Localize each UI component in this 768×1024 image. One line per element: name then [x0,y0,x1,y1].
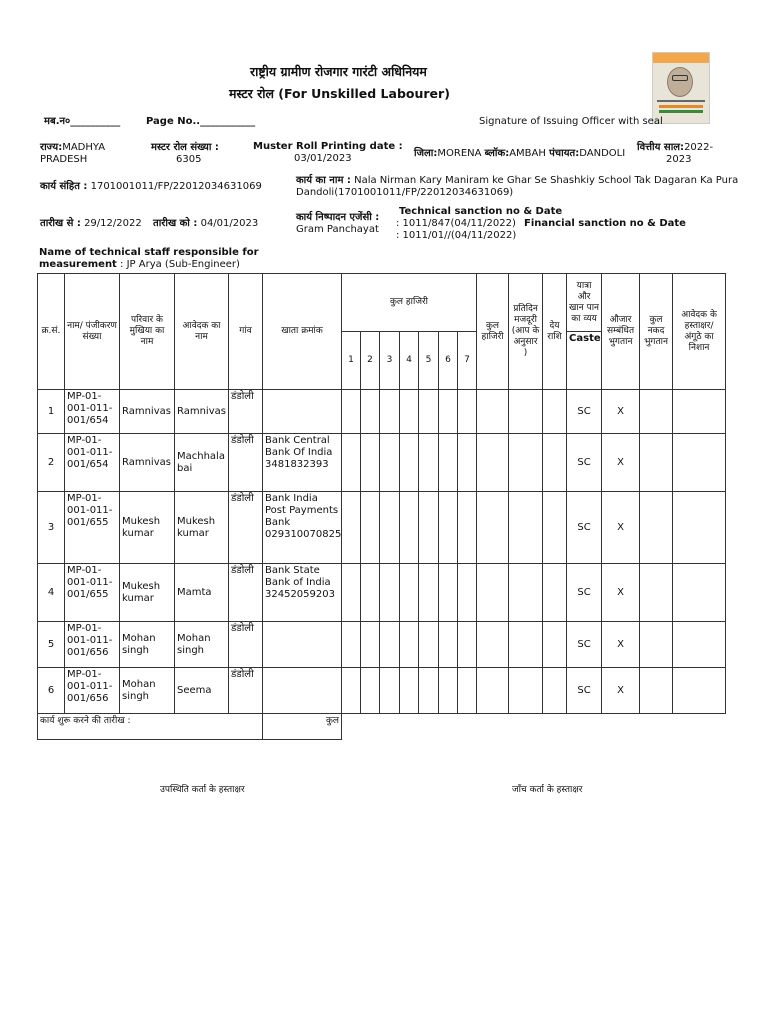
date-to-field [153,218,258,230]
header-village: गांव [229,274,263,390]
header-sno: क्र.सं. [38,274,65,390]
row-wage [509,668,543,714]
row-signature [673,622,726,668]
row-day-7 [458,622,477,668]
row-day-7 [458,564,477,622]
table-row [38,622,726,668]
district-value: MORENA [437,148,482,159]
tech-staff-label: Name of technical staff responsible for [39,247,259,258]
row-day-5 [419,622,439,668]
row-registration: MP-01-001-011-001/655 [65,492,120,564]
header-applicant: आवेदक का नाम [175,274,229,390]
row-payable [543,390,567,434]
row-day-5 [419,390,439,434]
row-village: डंडोली [229,564,263,622]
row-family-head: Mukesh kumar [120,492,175,564]
tech-sanction-label: Technical sanction no & Date [399,206,563,217]
row-total [477,390,509,434]
row-sno: 3 [38,492,65,564]
printing-date-value: 03/01/2023 [294,153,352,164]
header-caste: Caste [567,332,602,390]
row-applicant: Mamta [175,564,229,622]
row-wage [509,492,543,564]
row-total [477,668,509,714]
header-day-1: 1 [342,332,361,390]
state-label: राज्य: [40,142,63,153]
muster-roll-table [37,273,726,740]
header-daily-wage: प्रतिदिन मजदूरी (आप के अनुसार ) [509,274,543,390]
panchayat-label: पंचायत: [549,148,580,159]
work-name-label: कार्य का नाम : [296,175,351,186]
row-family-head: Ramnivas [120,390,175,434]
row-applicant: Ramnivas [175,390,229,434]
row-day-7 [458,434,477,492]
header-day-2: 2 [361,332,380,390]
row-applicant: Seema [175,668,229,714]
row-account [263,668,342,714]
date-to-label: तारीख को : [153,218,198,229]
location-field [414,148,625,160]
page-number: Page No..___________ [146,116,256,127]
row-day-2 [361,668,380,714]
header-day-5: 5 [419,332,439,390]
row-caste: SC [567,564,602,622]
row-total [477,434,509,492]
row-day-5 [419,668,439,714]
row-day-7 [458,492,477,564]
header-day-3: 3 [380,332,400,390]
row-total [477,492,509,564]
row-signature [673,390,726,434]
row-account: Bank Central Bank Of India 3481832393 [263,434,342,492]
row-account: Bank State Bank of India 32452059203 [263,564,342,622]
title-hindi: राष्ट्रीय ग्रामीण रोजगार गारंटी अधिनियम [250,64,427,79]
agency-value: Gram Panchayat [296,224,379,235]
row-caste: SC [567,668,602,714]
row-signature [673,564,726,622]
start-date-label: कार्य शुरू करने की तारीख : [38,714,263,740]
date-from-field [40,218,142,230]
date-from-value: 29/12/2022 [84,218,142,229]
row-signature [673,668,726,714]
mgnrega-logo [652,52,710,124]
work-code-value: 1701001011/FP/22012034631069 [90,181,262,192]
signature-note: Signature of Issuing Officer with seal [479,116,663,127]
header-registration: नाम/ पंजीकरण संख्या [65,274,120,390]
checker-signature: जाँच कर्ता के हस्ताक्षर [512,785,583,795]
row-day-2 [361,622,380,668]
agency-label: कार्य निष्पादन एजेंसी : [296,212,380,223]
state-value: MADHYA [62,142,106,153]
row-day-5 [419,492,439,564]
row-day-6 [439,622,458,668]
row-signature [673,434,726,492]
header-payable: देय राशि [543,274,567,390]
header-total-attendance: कुल हाजिरी [477,274,509,390]
date-to-value: 04/01/2023 [200,218,259,229]
row-signature [673,492,726,564]
row-day-6 [439,390,458,434]
row-day-5 [419,564,439,622]
muster-roll-field [151,142,219,166]
header-family-head: परिवार के मुखिया का नाम [120,274,175,390]
row-tools: X [602,434,640,492]
work-name-value-line2: Dandoli(1701001011/FP/22012034631069) [296,187,514,198]
row-wage [509,564,543,622]
row-day-2 [361,492,380,564]
row-payable [543,492,567,564]
row-account: Bank India Post Payments Bank 029310070825 [263,492,342,564]
row-caste: SC [567,434,602,492]
attendance-taker-signature: उपस्थिति कर्ता के हस्ताक्षर [160,785,245,795]
row-sno: 2 [38,434,65,492]
row-day-1 [342,622,361,668]
date-from-label: तारीख से : [40,218,81,229]
row-tools: X [602,564,640,622]
financial-year-field [637,142,713,166]
row-tools: X [602,390,640,434]
block-value: AMBAH [509,148,546,159]
row-tools: X [602,668,640,714]
row-day-4 [400,564,419,622]
table-row [38,668,726,714]
work-name-field [296,175,738,199]
row-payable [543,668,567,714]
row-sno: 4 [38,564,65,622]
printing-date-field [253,141,403,165]
row-day-1 [342,390,361,434]
table-row [38,564,726,622]
financial-year-value-line2: 2023 [666,154,692,165]
row-wage [509,390,543,434]
row-day-6 [439,492,458,564]
muster-roll-label: मस्टर रोल संख्या : [151,142,219,153]
fin-sanction-value: : 1011/01//(04/11/2022) [396,230,517,241]
row-day-7 [458,390,477,434]
row-cash [640,622,673,668]
tech-staff-field [39,247,259,271]
row-payable [543,564,567,622]
row-village: डंडोली [229,668,263,714]
row-day-1 [342,668,361,714]
row-day-6 [439,434,458,492]
header-day-6: 6 [439,332,458,390]
row-day-2 [361,390,380,434]
row-cash [640,492,673,564]
financial-year-value: 2022- [684,142,714,153]
row-day-3 [380,434,400,492]
row-total [477,622,509,668]
header-day-7: 7 [458,332,477,390]
row-day-1 [342,434,361,492]
table-row [38,492,726,564]
row-cash [640,434,673,492]
row-day-3 [380,390,400,434]
table-row [38,434,726,492]
header-travel: यात्रा और खान पान का व्यय [567,274,602,332]
row-wage [509,434,543,492]
row-registration: MP-01-001-011-001/656 [65,622,120,668]
row-village: डंडोली [229,434,263,492]
district-label: जिला: [414,148,438,159]
row-day-3 [380,668,400,714]
row-tools: X [602,492,640,564]
row-village: डंडोली [229,622,263,668]
muster-roll-value: 6305 [176,154,202,165]
row-caste: SC [567,390,602,434]
row-family-head: Mohan singh [120,668,175,714]
row-account [263,390,342,434]
row-caste: SC [567,622,602,668]
row-registration: MP-01-001-011-001/656 [65,668,120,714]
header-tools: औजार सम्बंधित भुगतान [602,274,640,390]
row-day-4 [400,492,419,564]
work-code-field [40,181,262,193]
row-day-6 [439,564,458,622]
row-day-3 [380,492,400,564]
tech-sanction-value: : 1011/847(04/11/2022) [396,218,516,229]
header-account: खाता क्रमांक [263,274,342,390]
printing-date-label: Muster Roll Printing date : [253,141,403,152]
row-cash [640,390,673,434]
row-day-4 [400,622,419,668]
fin-sanction-label: Financial sanction no & Date [524,218,686,229]
row-cash [640,564,673,622]
row-day-1 [342,492,361,564]
row-day-6 [439,668,458,714]
work-code-label: कार्य संहित : [40,181,88,192]
row-day-4 [400,668,419,714]
row-sno: 1 [38,390,65,434]
row-total [477,564,509,622]
tech-staff-label-line2: measurement [39,259,117,270]
row-applicant: Mohan singh [175,622,229,668]
row-day-3 [380,564,400,622]
row-cash [640,668,673,714]
row-family-head: Mukesh kumar [120,564,175,622]
row-village: डंडोली [229,390,263,434]
work-name-value: Nala Nirman Kary Maniram ke Ghar Se Shashkiy School Tak Dagaran Ka Pura [354,175,739,186]
row-payable [543,434,567,492]
financial-year-label: वित्तीय साल: [637,142,685,153]
panchayat-value: DANDOLI [579,148,626,159]
row-account [263,622,342,668]
row-day-2 [361,564,380,622]
row-village: डंडोली [229,492,263,564]
header-signature: आवेदक के हस्ताक्षर/ अंगूठे का निशान [673,274,726,390]
row-wage [509,622,543,668]
row-applicant: Mukesh kumar [175,492,229,564]
title-english: मस्टर रोल (For Unskilled Labourer) [229,86,450,101]
state-value-line2: PRADESH [40,154,88,165]
mb-number: मब.न०__________ [44,116,121,127]
row-day-4 [400,434,419,492]
total-label: कुल [263,714,342,740]
row-day-7 [458,668,477,714]
row-day-4 [400,390,419,434]
row-caste: SC [567,492,602,564]
agency-field [296,212,379,236]
row-family-head: Ramnivas [120,434,175,492]
tech-staff-value: : JP Arya (Sub-Engineer) [120,259,240,270]
row-day-3 [380,622,400,668]
block-label: ब्लॉक: [484,148,510,159]
header-attendance: कुल हाजिरी [342,274,477,332]
row-applicant: Machhala bai [175,434,229,492]
row-day-1 [342,564,361,622]
state-field [40,142,105,166]
row-payable [543,622,567,668]
row-sno: 6 [38,668,65,714]
row-registration: MP-01-001-011-001/654 [65,434,120,492]
row-tools: X [602,622,640,668]
row-sno: 5 [38,622,65,668]
row-family-head: Mohan singh [120,622,175,668]
table-row [38,390,726,434]
header-cash: कुल नकद भुगतान [640,274,673,390]
row-day-5 [419,434,439,492]
row-day-2 [361,434,380,492]
header-day-4: 4 [400,332,419,390]
row-registration: MP-01-001-011-001/655 [65,564,120,622]
row-registration: MP-01-001-011-001/654 [65,390,120,434]
